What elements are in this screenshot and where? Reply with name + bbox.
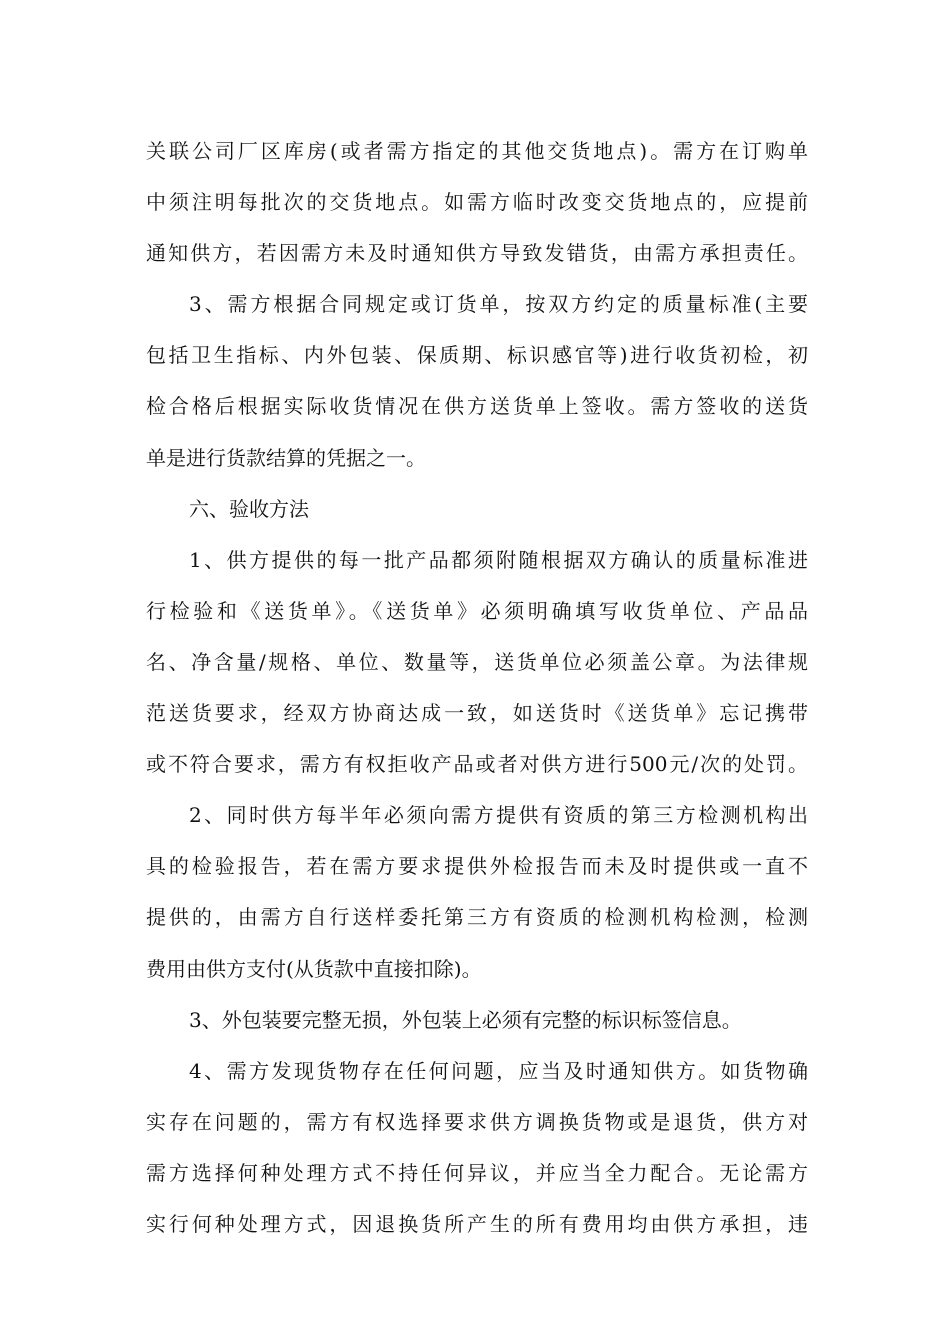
text-line: 名、净含量/规格、单位、数量等，送货单位必须盖公章。为法律规	[146, 649, 808, 674]
text-line: 需方选择何种处理方式不持任何异议，并应当全力配合。无论需方	[146, 1160, 808, 1185]
text-line: 实存在问题的，需方有权选择要求供方调换货物或是退货，供方对	[146, 1109, 808, 1134]
text-line: 4、需方发现货物存在任何问题，应当及时通知供方。如货物确	[189, 1058, 808, 1083]
text-line: 单是进行货款结算的凭据之一。	[146, 445, 426, 470]
text-line: 范送货要求，经双方协商达成一致，如送货时《送货单》忘记携带	[146, 701, 808, 726]
text-line: 通知供方，若因需方未及时通知供方导致发错货，由需方承担责任。	[146, 241, 808, 266]
text-line: 3、需方根据合同规定或订货单，按双方约定的质量标准(主要	[189, 292, 808, 317]
text-line: 检合格后根据实际收货情况在供方送货单上签收。需方签收的送货	[146, 394, 808, 419]
text-line: 2、同时供方每半年必须向需方提供有资质的第三方检测机构出	[189, 803, 808, 828]
text-line: 实行何种处理方式，因退换货所产生的所有费用均由供方承担，违	[146, 1211, 808, 1236]
text-line: 费用由供方支付(从货款中直接扣除)。	[146, 956, 482, 981]
text-line: 六、验收方法	[189, 496, 309, 521]
text-line: 中须注明每批次的交货地点。如需方临时改变交货地点的，应提前	[146, 190, 808, 215]
text-line: 包括卫生指标、内外包装、保质期、标识感官等)进行收货初检，初	[146, 343, 808, 368]
text-line: 3、外包装要完整无损，外包装上必须有完整的标识标签信息。	[189, 1007, 742, 1032]
text-line: 提供的，由需方自行送样委托第三方有资质的检测机构检测，检测	[146, 905, 808, 930]
text-line: 或不符合要求，需方有权拒收产品或者对供方进行500元/次的处罚。	[146, 752, 808, 777]
document-body	[146, 126, 808, 1250]
text-line: 1、供方提供的每一批产品都须附随根据双方确认的质量标准进	[189, 547, 808, 572]
text-line: 具的检验报告，若在需方要求提供外检报告而未及时提供或一直不	[146, 854, 808, 879]
text-line: 行检验和《送货单》。《送货单》必须明确填写收货单位、产品品	[146, 598, 808, 623]
text-line: 关联公司厂区库房(或者需方指定的其他交货地点)。需方在订购单	[146, 139, 808, 163]
